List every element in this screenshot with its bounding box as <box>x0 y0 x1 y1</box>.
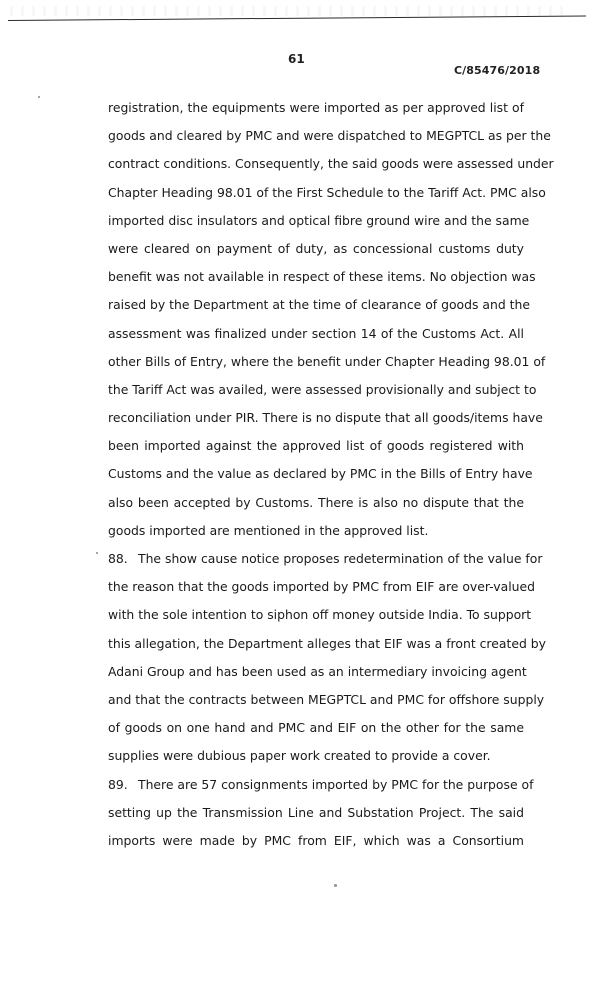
text-line: reconciliation under PIR. There is no dispute that all goods/items have <box>108 410 543 426</box>
scan-artifact <box>10 6 570 16</box>
text-line: Chapter Heading 98.01 of the First Schedule to the Tariff Act. PMC also <box>108 184 546 200</box>
text-line: assessment was finalized under section 14 of the Customs Act. All <box>108 325 524 341</box>
text-line: contract conditions. Consequently, the said goods were assessed under <box>108 156 554 172</box>
paragraph-first-line <box>108 771 534 799</box>
scan-speck <box>334 884 337 887</box>
paragraph-number: 88. <box>108 551 128 566</box>
paragraph-first-line <box>108 545 543 573</box>
text-line: been imported against the approved list of goods registered with <box>108 438 524 454</box>
text-line: this allegation, the Department alleges that EIF was a front created by <box>108 635 546 651</box>
text-line: supplies were dubious paper work created to provide a cover. <box>108 748 491 764</box>
text-line: other Bills of Entry, where the benefit under Chapter Heading 98.01 of <box>108 353 546 369</box>
margin-mark <box>38 96 40 98</box>
document-body <box>108 94 554 855</box>
case-number: C/85476/2018 <box>454 64 541 77</box>
text-line: There are 57 consignments imported by PMC for the purpose of <box>138 776 534 792</box>
header-rule <box>8 15 586 21</box>
paragraph-89 <box>108 771 534 856</box>
text-line: the Tariff Act was availed, were assessed provisionally and subject to <box>108 381 537 397</box>
text-line: raised by the Department at the time of clearance of goods and the <box>108 297 530 313</box>
text-line: imports were made by PMC from EIF, which was a Consortium <box>108 832 524 848</box>
text-line: also been accepted by Customs. There is also no dispute that the <box>108 494 524 510</box>
text-line: Customs and the value as declared by PMC in the Bills of Entry have <box>108 466 533 482</box>
text-line: Adani Group and has been used as an intermediary invoicing agent <box>108 663 527 679</box>
text-line: the reason that the goods imported by PMC from EIF are over-valued <box>108 579 536 595</box>
text-line: with the sole intention to siphon off money outside India. To support <box>108 607 532 623</box>
text-line: were cleared on payment of duty, as concessional customs duty <box>108 240 524 256</box>
text-line: goods imported are mentioned in the approved list. <box>108 522 429 538</box>
paragraph-88 <box>108 545 546 771</box>
page-number: 61 <box>288 52 305 66</box>
text-line: of goods on one hand and PMC and EIF on the other for the same <box>108 720 524 736</box>
text-line: The show cause notice proposes redetermination of the value for <box>138 551 543 566</box>
text-line: imported disc insulators and optical fibre ground wire and the same <box>108 212 530 228</box>
margin-mark <box>96 552 98 554</box>
text-line: and that the contracts between MEGPTCL and PMC for offshore supply <box>108 691 545 707</box>
text-line: registration, the equipments were imported as per approved list of <box>108 100 524 115</box>
paragraph-number: 89. <box>108 776 128 792</box>
text-line: benefit was not available in respect of these items. No objection was <box>108 269 536 285</box>
text-line: setting up the Transmission Line and Substation Project. The said <box>108 804 524 820</box>
text-line: goods and cleared by PMC and were dispatched to MEGPTCL as per the <box>108 128 551 144</box>
